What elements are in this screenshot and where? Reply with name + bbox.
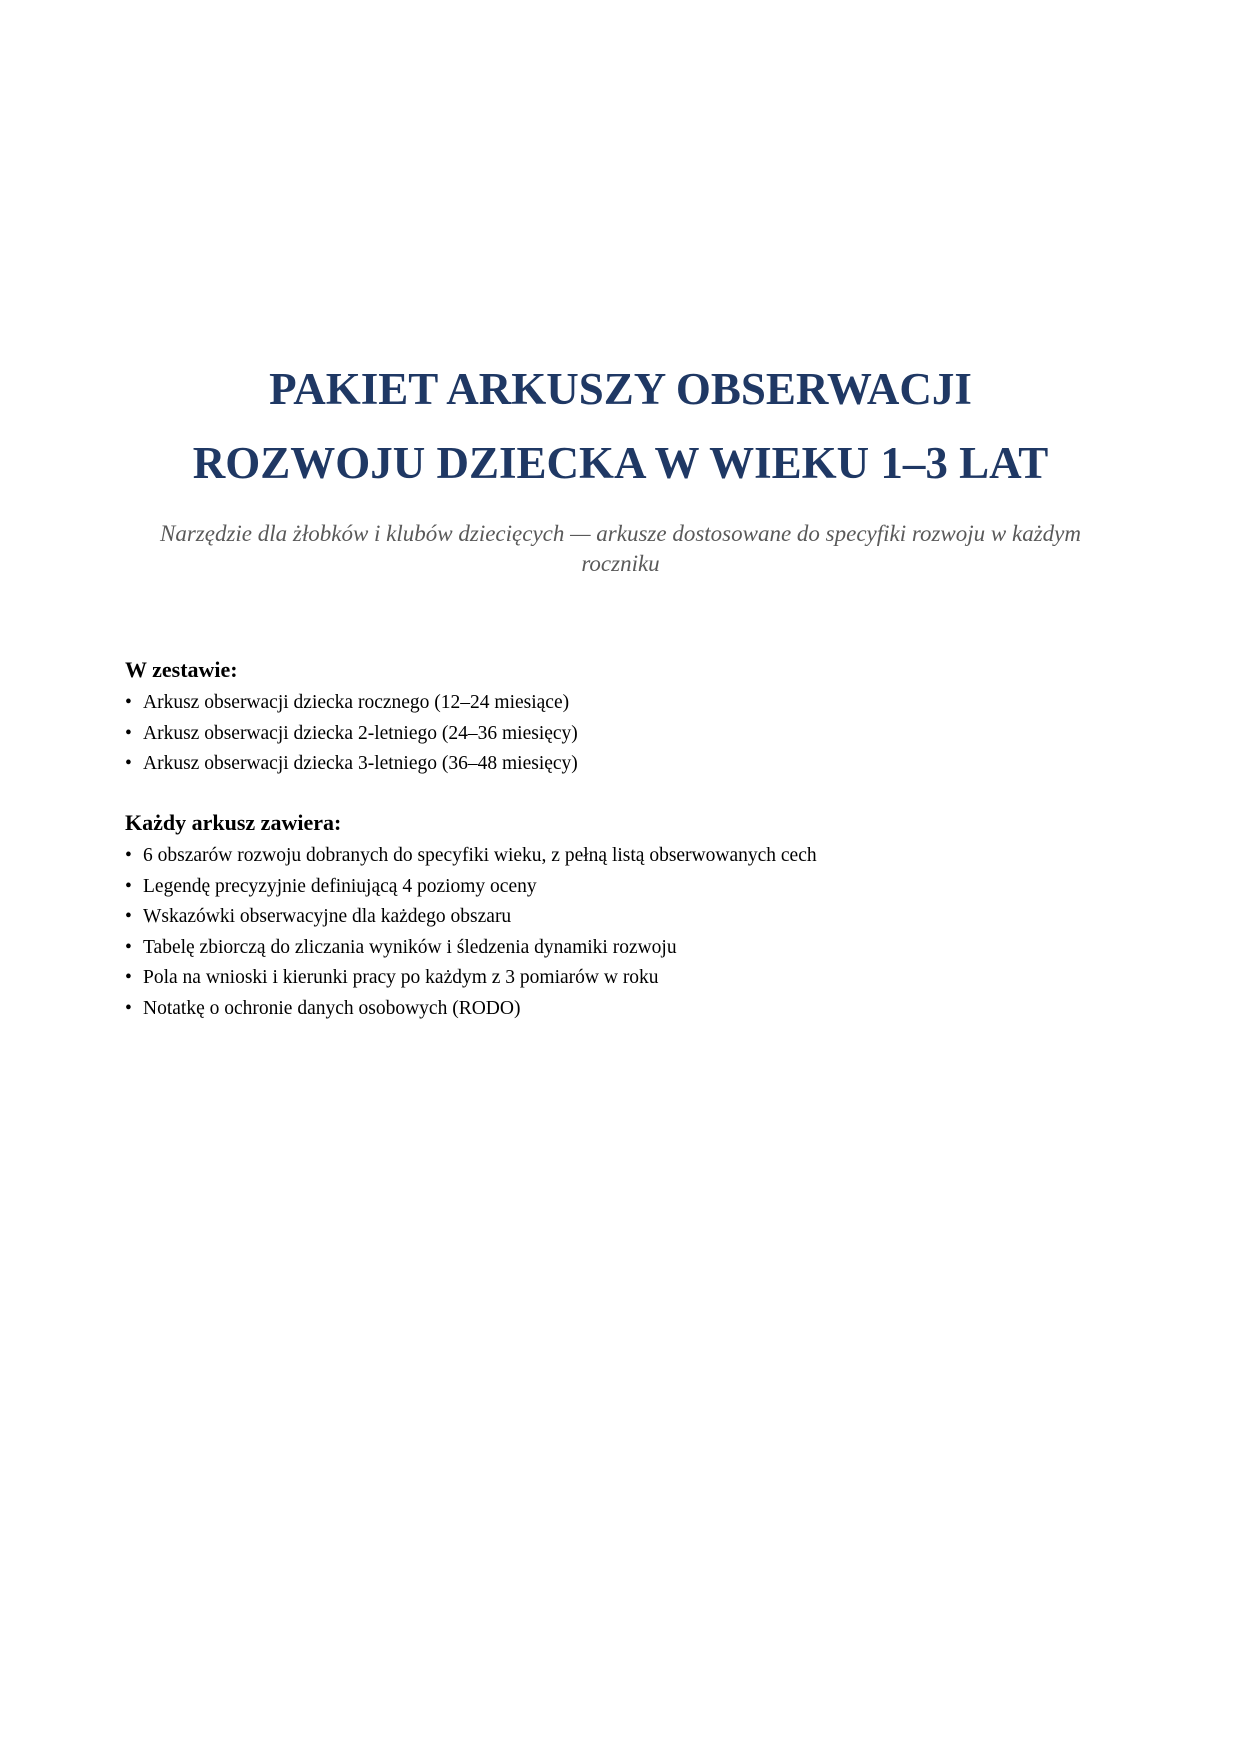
- list-item: [125, 963, 1125, 994]
- list-item-text: Tabelę zbiorczą do zliczania wyników i śledzenia dynamiki rozwoju: [143, 936, 677, 958]
- list-item: [125, 994, 1125, 1025]
- bullet-icon: •: [125, 967, 132, 988]
- list-item-text: Wskazówki obserwacyjne dla każdego obszaru: [143, 906, 512, 927]
- section-heading: Każdy arkusz zawiera:: [125, 810, 342, 835]
- list-item-text: Arkusz obserwacji dziecka rocznego (12–24 miesiące): [143, 692, 570, 713]
- list-item-text: Notatkę o ochronie danych osobowych (RODO): [143, 997, 521, 1019]
- list-item-text: Arkusz obserwacji dziecka 2-letniego (24–36 miesięcy): [143, 722, 578, 744]
- bullet-icon: •: [125, 722, 132, 744]
- list-item: [125, 902, 1125, 933]
- list-item-text: Legendę precyzyjnie definiującą 4 poziomy oceny: [143, 875, 537, 897]
- document-subtitle: Narzędzie dla żłobków i klubów dziecięcych — arkusze dostosowane do specyfiki rozwoju w każdym roczniku: [160, 521, 1081, 576]
- document-title: [0, 352, 1241, 500]
- bullet-icon: •: [125, 997, 132, 1019]
- title-line-1: PAKIET ARKUSZY OBSERWACJI: [269, 364, 972, 414]
- bullet-list: [125, 841, 1125, 1024]
- list-item: [125, 688, 1125, 719]
- list-item: [125, 719, 1125, 750]
- section-package-contents: [125, 656, 1125, 780]
- list-item: [125, 841, 1125, 872]
- bullet-icon: •: [125, 936, 132, 958]
- bullet-icon: •: [125, 875, 132, 897]
- section-heading: W zestawie:: [125, 657, 238, 682]
- bullet-icon: •: [125, 845, 132, 866]
- title-line-2: ROZWOJU DZIECKA W WIEKU 1–3 LAT: [192, 438, 1049, 488]
- list-item: [125, 872, 1125, 903]
- bullet-icon: •: [125, 906, 132, 927]
- list-item-text: Pola na wnioski i kierunki pracy po każdym z 3 pomiarów w roku: [143, 967, 659, 988]
- bullet-icon: •: [125, 753, 132, 774]
- section-sheet-contents: [125, 809, 1125, 1024]
- bullet-list: [125, 688, 1125, 780]
- list-item-text: 6 obszarów rozwoju dobranych do specyfiki wieku, z pełną listą obserwowanych cech: [143, 845, 817, 866]
- list-item-text: Arkusz obserwacji dziecka 3-letniego (36–48 miesięcy): [143, 753, 578, 774]
- list-item: [125, 749, 1125, 780]
- list-item: [125, 933, 1125, 964]
- bullet-icon: •: [125, 692, 132, 713]
